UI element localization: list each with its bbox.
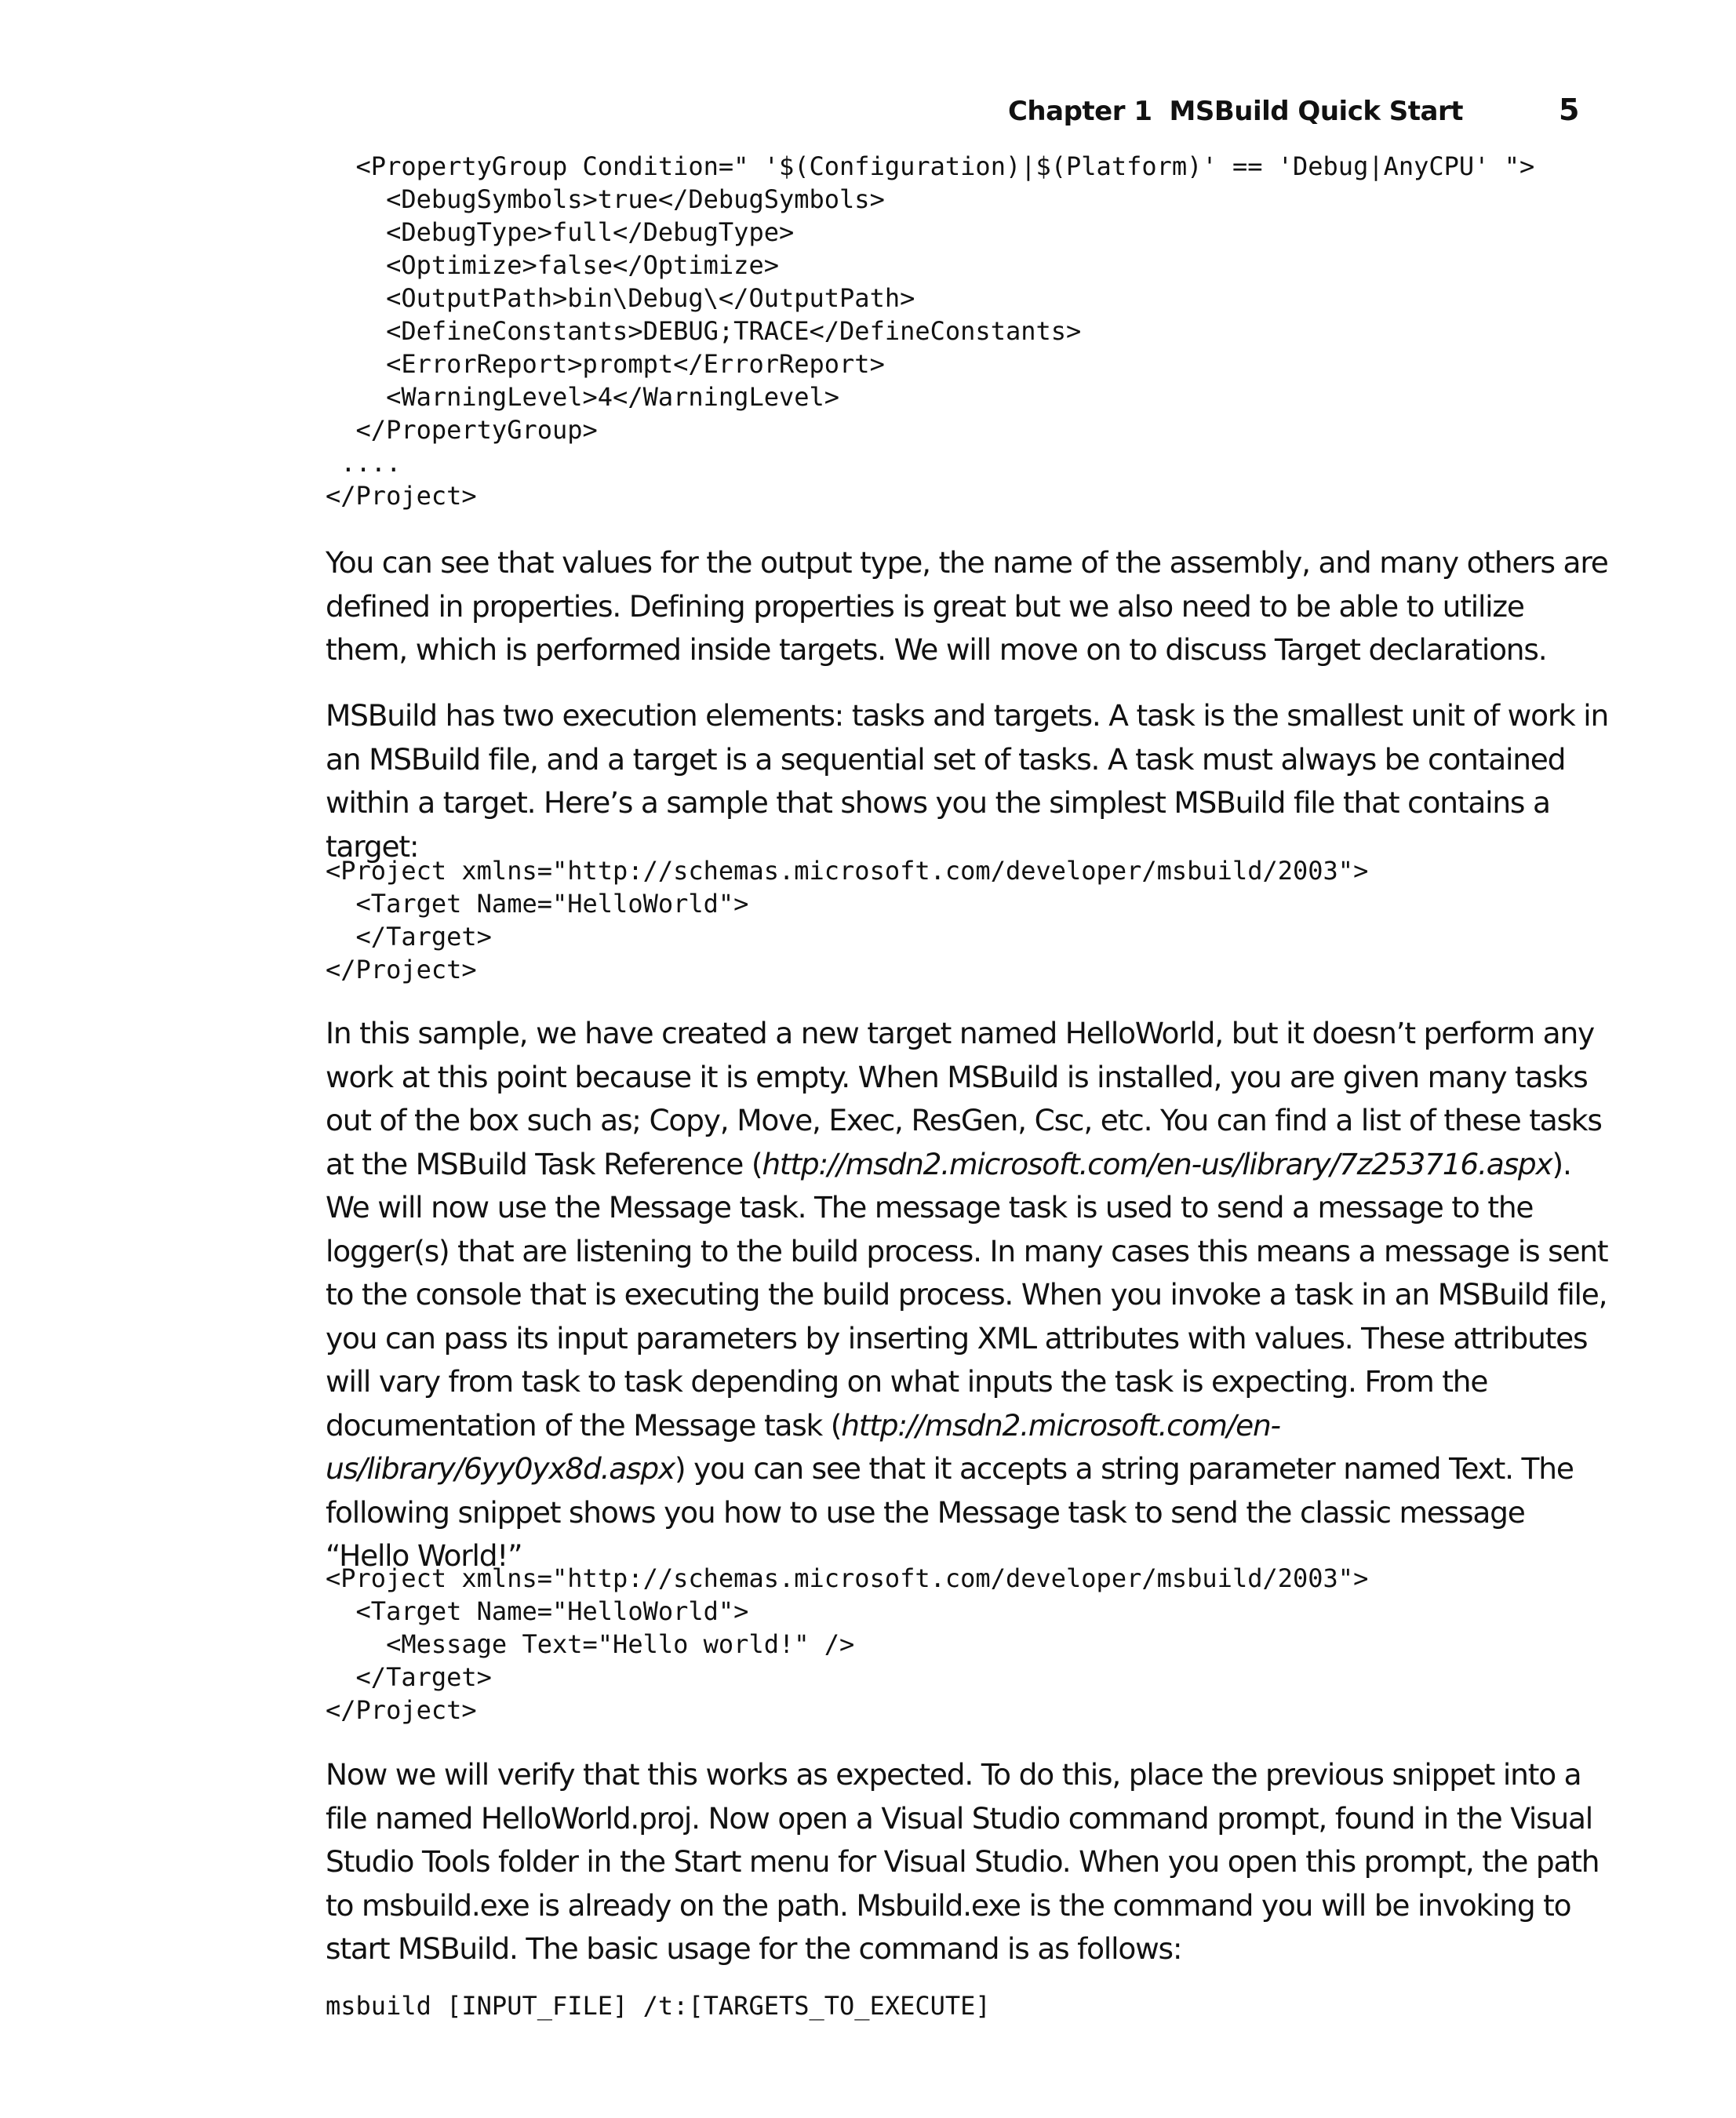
code-line: </PropertyGroup> [326, 415, 598, 445]
paragraph-text: ) you can see that it accepts a string parameter named Text. The following snippet shows you how to use the Message task to send the classic message “Hello World!” [326, 1451, 1574, 1573]
code-line: msbuild [INPUT_FILE] /t:[TARGETS_TO_EXECUTE] [326, 1991, 991, 2021]
code-line: </Target> [326, 922, 492, 952]
code-line: </Target> [326, 1662, 492, 1692]
page-number: 5 [1559, 93, 1579, 127]
paragraph-message-task [326, 1012, 1612, 1578]
code-line: <DebugSymbols>true</DebugSymbols> [326, 184, 885, 214]
code-line: </Project> [326, 481, 477, 511]
code-line: <Target Name="HelloWorld"> [326, 889, 749, 919]
code-line: <OutputPath>bin\Debug\</OutputPath> [326, 283, 915, 313]
code-line: <Project xmlns="http://schemas.microsoft.com/developer/msbuild/2003"> [326, 1563, 1369, 1593]
chapter-title: MSBuild Quick Start [1169, 96, 1463, 127]
code-line: <Optimize>false</Optimize> [326, 250, 779, 280]
code-block-hello-world [326, 1562, 1368, 1727]
code-line: <DebugType>full</DebugType> [326, 217, 795, 247]
code-line: <PropertyGroup Condition=" '$(Configuration)|$(Platform)' == 'Debug|AnyCPU' "> [326, 151, 1535, 181]
code-block-msbuild-usage [326, 1989, 991, 2022]
task-reference-link[interactable]: http://msdn2.microsoft.com/en-us/library/7z253716.aspx [762, 1146, 1552, 1181]
chapter-label: Chapter 1 [1007, 96, 1152, 127]
code-line: </Project> [326, 1695, 477, 1725]
code-line: </Project> [326, 955, 477, 984]
running-head [638, 93, 1579, 132]
paragraph-execution-elements: MSBuild has two execution elements: tasks and targets. A task is the smallest unit of work in an MSBuild file, and a target is a sequential set of tasks. A task must always be contained within a target. Here’s a sample that shows you the simplest MSBuild file that contains a target: [326, 698, 1609, 864]
code-block-empty-target [326, 854, 1368, 986]
code-line: .... [326, 448, 402, 478]
paragraph-text: ). We will now use the Message task. The message task is used to send a message to the logger(s) that are listening to the build process. In many cases this means a message is sent to the console that is executing the build process. When you invoke a task in an MSBuild file, you can pass its input parameters by inserting XML attributes with values. These attributes will vary from task to task depending on what inputs the task is expecting. From the documentation of the Message task ( [326, 1146, 1608, 1443]
code-line: <ErrorReport>prompt</ErrorReport> [326, 349, 885, 379]
message-task-doc-link[interactable]: http://msdn2.microsoft.com/en-us/library/6yy0yx8d.aspx [326, 1407, 1280, 1486]
code-line: <Target Name="HelloWorld"> [326, 1596, 749, 1626]
paragraph-text: In this sample, we have created a new target named HelloWorld, but it doesn’t perform any work at this point because it is empty. When MSBuild is installed, you are given many tasks out of the box such as; Copy, Move, Exec, ResGen, Csc, etc. You can find a list of these tasks at the MSBuild Task Reference ( [326, 1016, 1602, 1181]
code-line: <WarningLevel>4</WarningLevel> [326, 382, 840, 412]
paragraph-properties: You can see that values for the output type, the name of the assembly, and many others are defined in properties. Defining properties is great but we also need to be able to utilize them, which is performed inside targets. We will move on to discuss Target declarations. [326, 545, 1608, 667]
code-line: <Message Text="Hello world!" /> [326, 1629, 855, 1659]
code-line: <Project xmlns="http://schemas.microsoft.com/developer/msbuild/2003"> [326, 856, 1369, 886]
paragraph-verify: Now we will verify that this works as expected. To do this, place the previous snippet into a file named HelloWorld.proj. Now open a Visual Studio command prompt, found in the Visual Studio Tools folder in the Start menu for Visual Studio. When you open this prompt, the path to msbuild.exe is already on the path. Msbuild.exe is the command you will be invoking to start MSBuild. The basic usage for the command is as follows: [326, 1757, 1600, 1966]
code-block-property-group [326, 150, 1534, 512]
code-line: <DefineConstants>DEBUG;TRACE</DefineConstants> [326, 316, 1082, 346]
